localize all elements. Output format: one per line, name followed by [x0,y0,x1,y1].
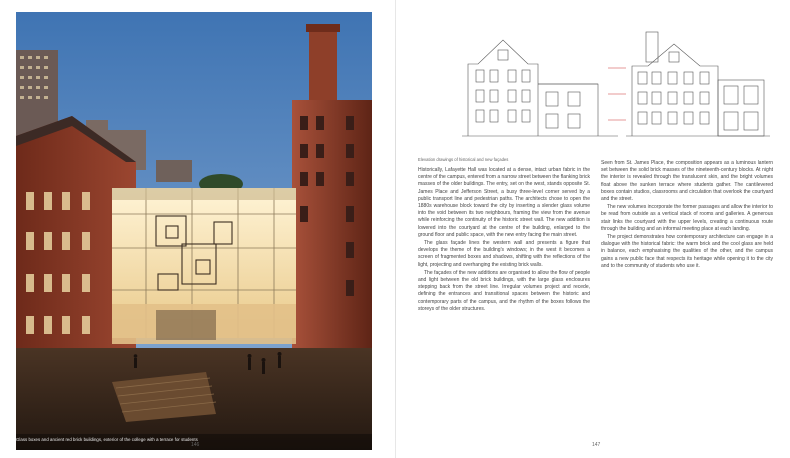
paragraph: The glass façade lines the western wall and presents a figure that develops the theme of the building's windows; in the west it becomes a screen of fragmented boxes and shadows, shifting with the reflections of the light, projecting and overhanging the existing brick walls. [418,240,590,268]
elevation-drawings-icon [418,24,774,144]
body-column-1 [418,167,590,435]
drawings-caption: Elevation drawings of historical and new façades [418,157,509,162]
gutter [395,0,396,458]
building-photo-icon [16,12,372,450]
paragraph: The new volumes incorporate the former passages and allow the interior to be read from outside as a vertical stack of rooms and galleries. A generous stair links the courtyard with the upper levels, creating a continuous route through the building and an informal meeting place at each landing. [601,204,773,232]
page-number-right: 147 [592,442,601,448]
page-number-left: 146 [191,442,200,448]
elevation-drawings [418,24,774,144]
photo-caption: Glass boxes and ancient red brick buildings, exterior of the college with a terrace for students [16,437,198,442]
paragraph: The façades of the new additions are organised to allow the flow of people and light between the old brick buildings, with the large glass enclosures stepping back from the street line. Irregular volumes project and recede, defining the entrances and transitional spaces between the historic and contemporary parts of the campus, and the rhythm of the boxes follows the storeys of the older structures. [418,269,590,312]
paragraph: The project demonstrates how contemporary architecture can engage in a dialogue with the historical fabric: the warm brick and the cool glass are held in balance, each emphasising the qualities of the other, and the campus gains a new public face that respects its heritage while opening it to the city and to the community of students who use it. [601,234,773,269]
building-photo [16,12,372,450]
body-column-2 [601,160,773,435]
paragraph: Historically, Lafayette Hall was located at a dense, intact urban fabric in the centre of the campus, entered from a narrow street between the flanking brick masses of the older buildings. The entry, set on the west, stands opposite St. James Place and Jefferson Street, a busy three-level corner served by a public transport line and pedestrian paths. The architects chose to open the 1880s warehouse block toward the city by inserting a slender glass volume into the void between its two neighbours, framing the view from the avenue while reinforcing the continuity of the historic street wall. The new addition is lowered into the courtyard at the centre of the building, enlarged to the ground floor and public space, with the new entry facing the main street. [418,167,590,238]
paragraph: Seen from St. James Place, the composition appears as a luminous lantern set between the solid brick masses of the nineteenth-century blocks. At night the interior is revealed through the translucent skin, and the bright volumes float above the sunken terrace where students gather. The cantilevered boxes contain studios, classrooms and circulation that overlook the courtyard and the street. [601,160,773,203]
